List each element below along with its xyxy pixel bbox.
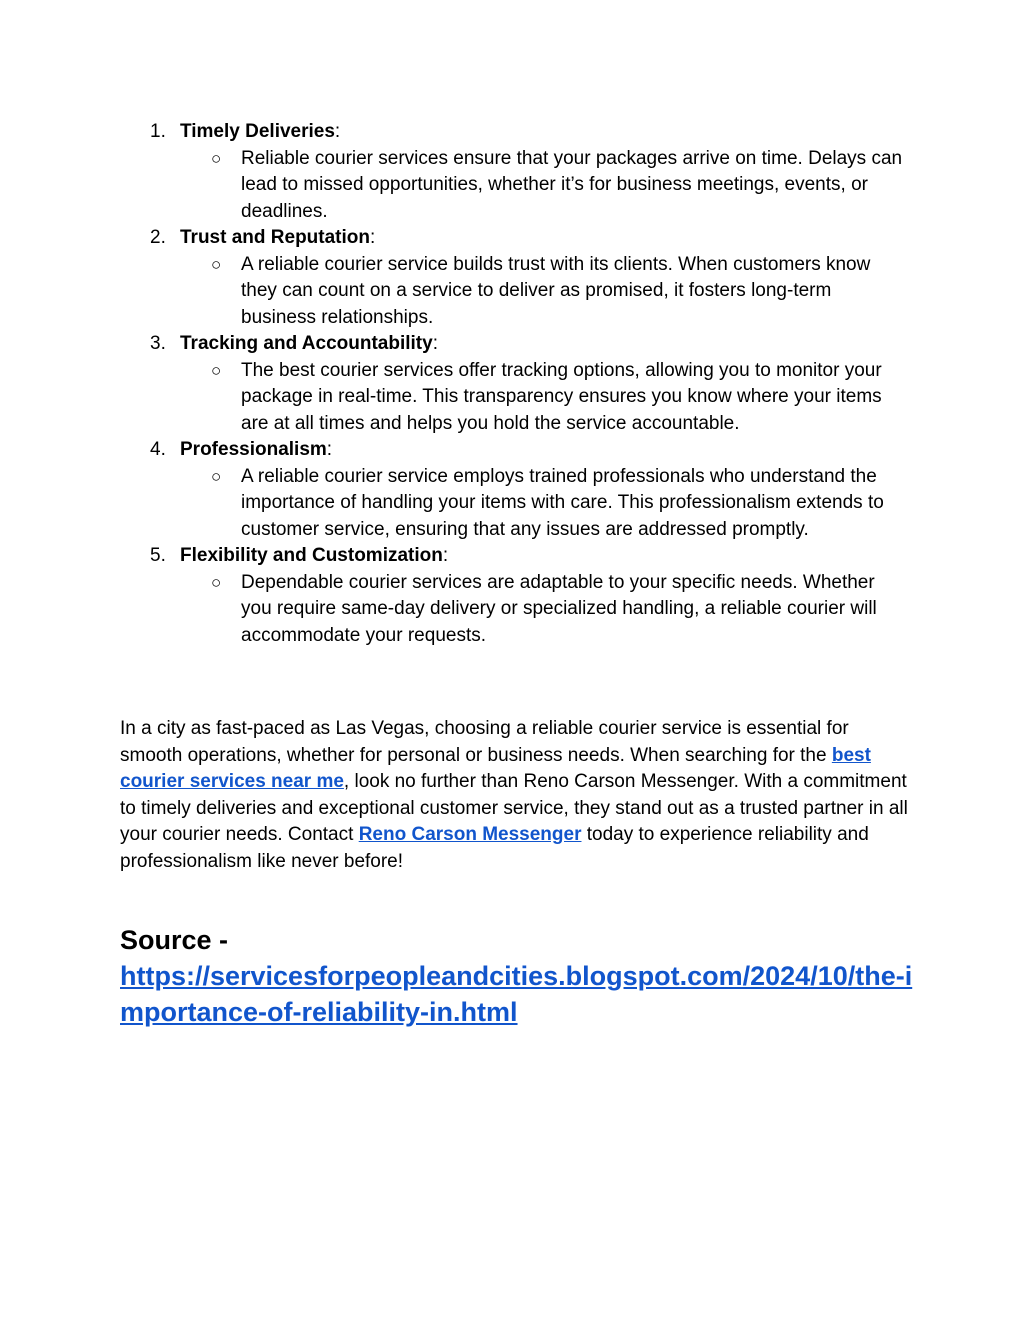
list-item-number: 2.: [150, 227, 166, 248]
list-item-heading: [120, 331, 910, 358]
list-item-colon: :: [326, 439, 333, 460]
list-item: [120, 331, 910, 437]
source-label: Source -: [120, 925, 229, 955]
source-heading: [120, 922, 920, 1030]
conclusion-text: , look no further than Reno Carson Messenger. With a commitment to timely deliveries and exceptional customer service, they stand out as a trusted partner in all your courier needs. Contact: [120, 771, 908, 845]
list-item-detail: [120, 252, 910, 332]
list-item: [120, 543, 910, 649]
list-item-title: Timely Deliveries: [180, 121, 335, 142]
list-item-title: Flexibility and Customization: [180, 545, 443, 566]
source-url-link[interactable]: https://servicesforpeopleandcities.blogspot.com/2024/10/the-importance-of-reliability-in.html: [120, 961, 913, 1027]
list-item-colon: :: [370, 227, 376, 248]
best-courier-services-link[interactable]: best courier services near me: [120, 744, 871, 792]
list-item-title: Trust and Reputation: [180, 227, 370, 248]
hollow-circle-bullet-icon: ○: [211, 148, 222, 168]
list-item-detail: [120, 358, 910, 438]
list-item-detail: [120, 464, 910, 544]
hollow-circle-bullet-icon: ○: [211, 360, 222, 380]
conclusion-text: In a city as fast-paced as Las Vegas, choosing a reliable courier service is essential for smooth operations, whether for personal or business needs. When searching for the: [120, 718, 849, 766]
list-item-title: Professionalism: [180, 439, 327, 460]
list-item-detail: [120, 570, 910, 650]
conclusion-text: today to experience reliability and professionalism like never before!: [120, 824, 869, 872]
list-item-detail-text: Dependable courier services are adaptable to your specific needs. Whether you require same-day delivery or specialized handling, a reliable courier will accommodate your requests.: [241, 571, 877, 646]
conclusion-paragraph: [120, 716, 910, 875]
list-item-detail-text: The best courier services offer tracking options, allowing you to monitor your package in real-time. This transparency ensures you know where your items are at all times and helps you hold the service accountable.: [241, 359, 882, 434]
list-item-colon: :: [432, 333, 438, 354]
list-item-number: 5.: [150, 545, 166, 566]
list-item-detail-text: A reliable courier service employs trained professionals who understand the importance of handling your items with care. This professionalism extends to customer service, ensuring that any issues are addressed promptly.: [241, 465, 884, 540]
list-item-detail-text: A reliable courier service builds trust with its clients. When customers know they can count on a service to deliver as promised, it fosters long-term business relationships.: [241, 253, 871, 328]
reasons-list: [120, 119, 910, 649]
list-item: [120, 225, 910, 331]
reno-carson-messenger-link[interactable]: Reno Carson Messenger: [358, 824, 582, 845]
list-item-number: 1.: [150, 121, 166, 142]
list-item-heading: [120, 119, 910, 146]
list-item-heading: [120, 437, 910, 464]
list-item-number: 3.: [150, 333, 166, 354]
hollow-circle-bullet-icon: ○: [211, 572, 222, 592]
list-item-number: 4.: [150, 439, 166, 460]
list-item-heading: [120, 543, 910, 570]
list-item: [120, 119, 910, 225]
hollow-circle-bullet-icon: ○: [211, 466, 222, 486]
list-item: [120, 437, 910, 543]
list-item-detail: [120, 146, 910, 226]
list-item-title: Tracking and Accountability: [180, 333, 433, 354]
list-item-heading: [120, 225, 910, 252]
list-item-detail-text: Reliable courier services ensure that your packages arrive on time. Delays can lead to missed opportunities, whether it’s for business meetings, events, or deadlines.: [241, 147, 903, 222]
list-item-colon: :: [442, 545, 449, 566]
list-item-colon: :: [334, 121, 341, 142]
hollow-circle-bullet-icon: ○: [211, 254, 222, 274]
